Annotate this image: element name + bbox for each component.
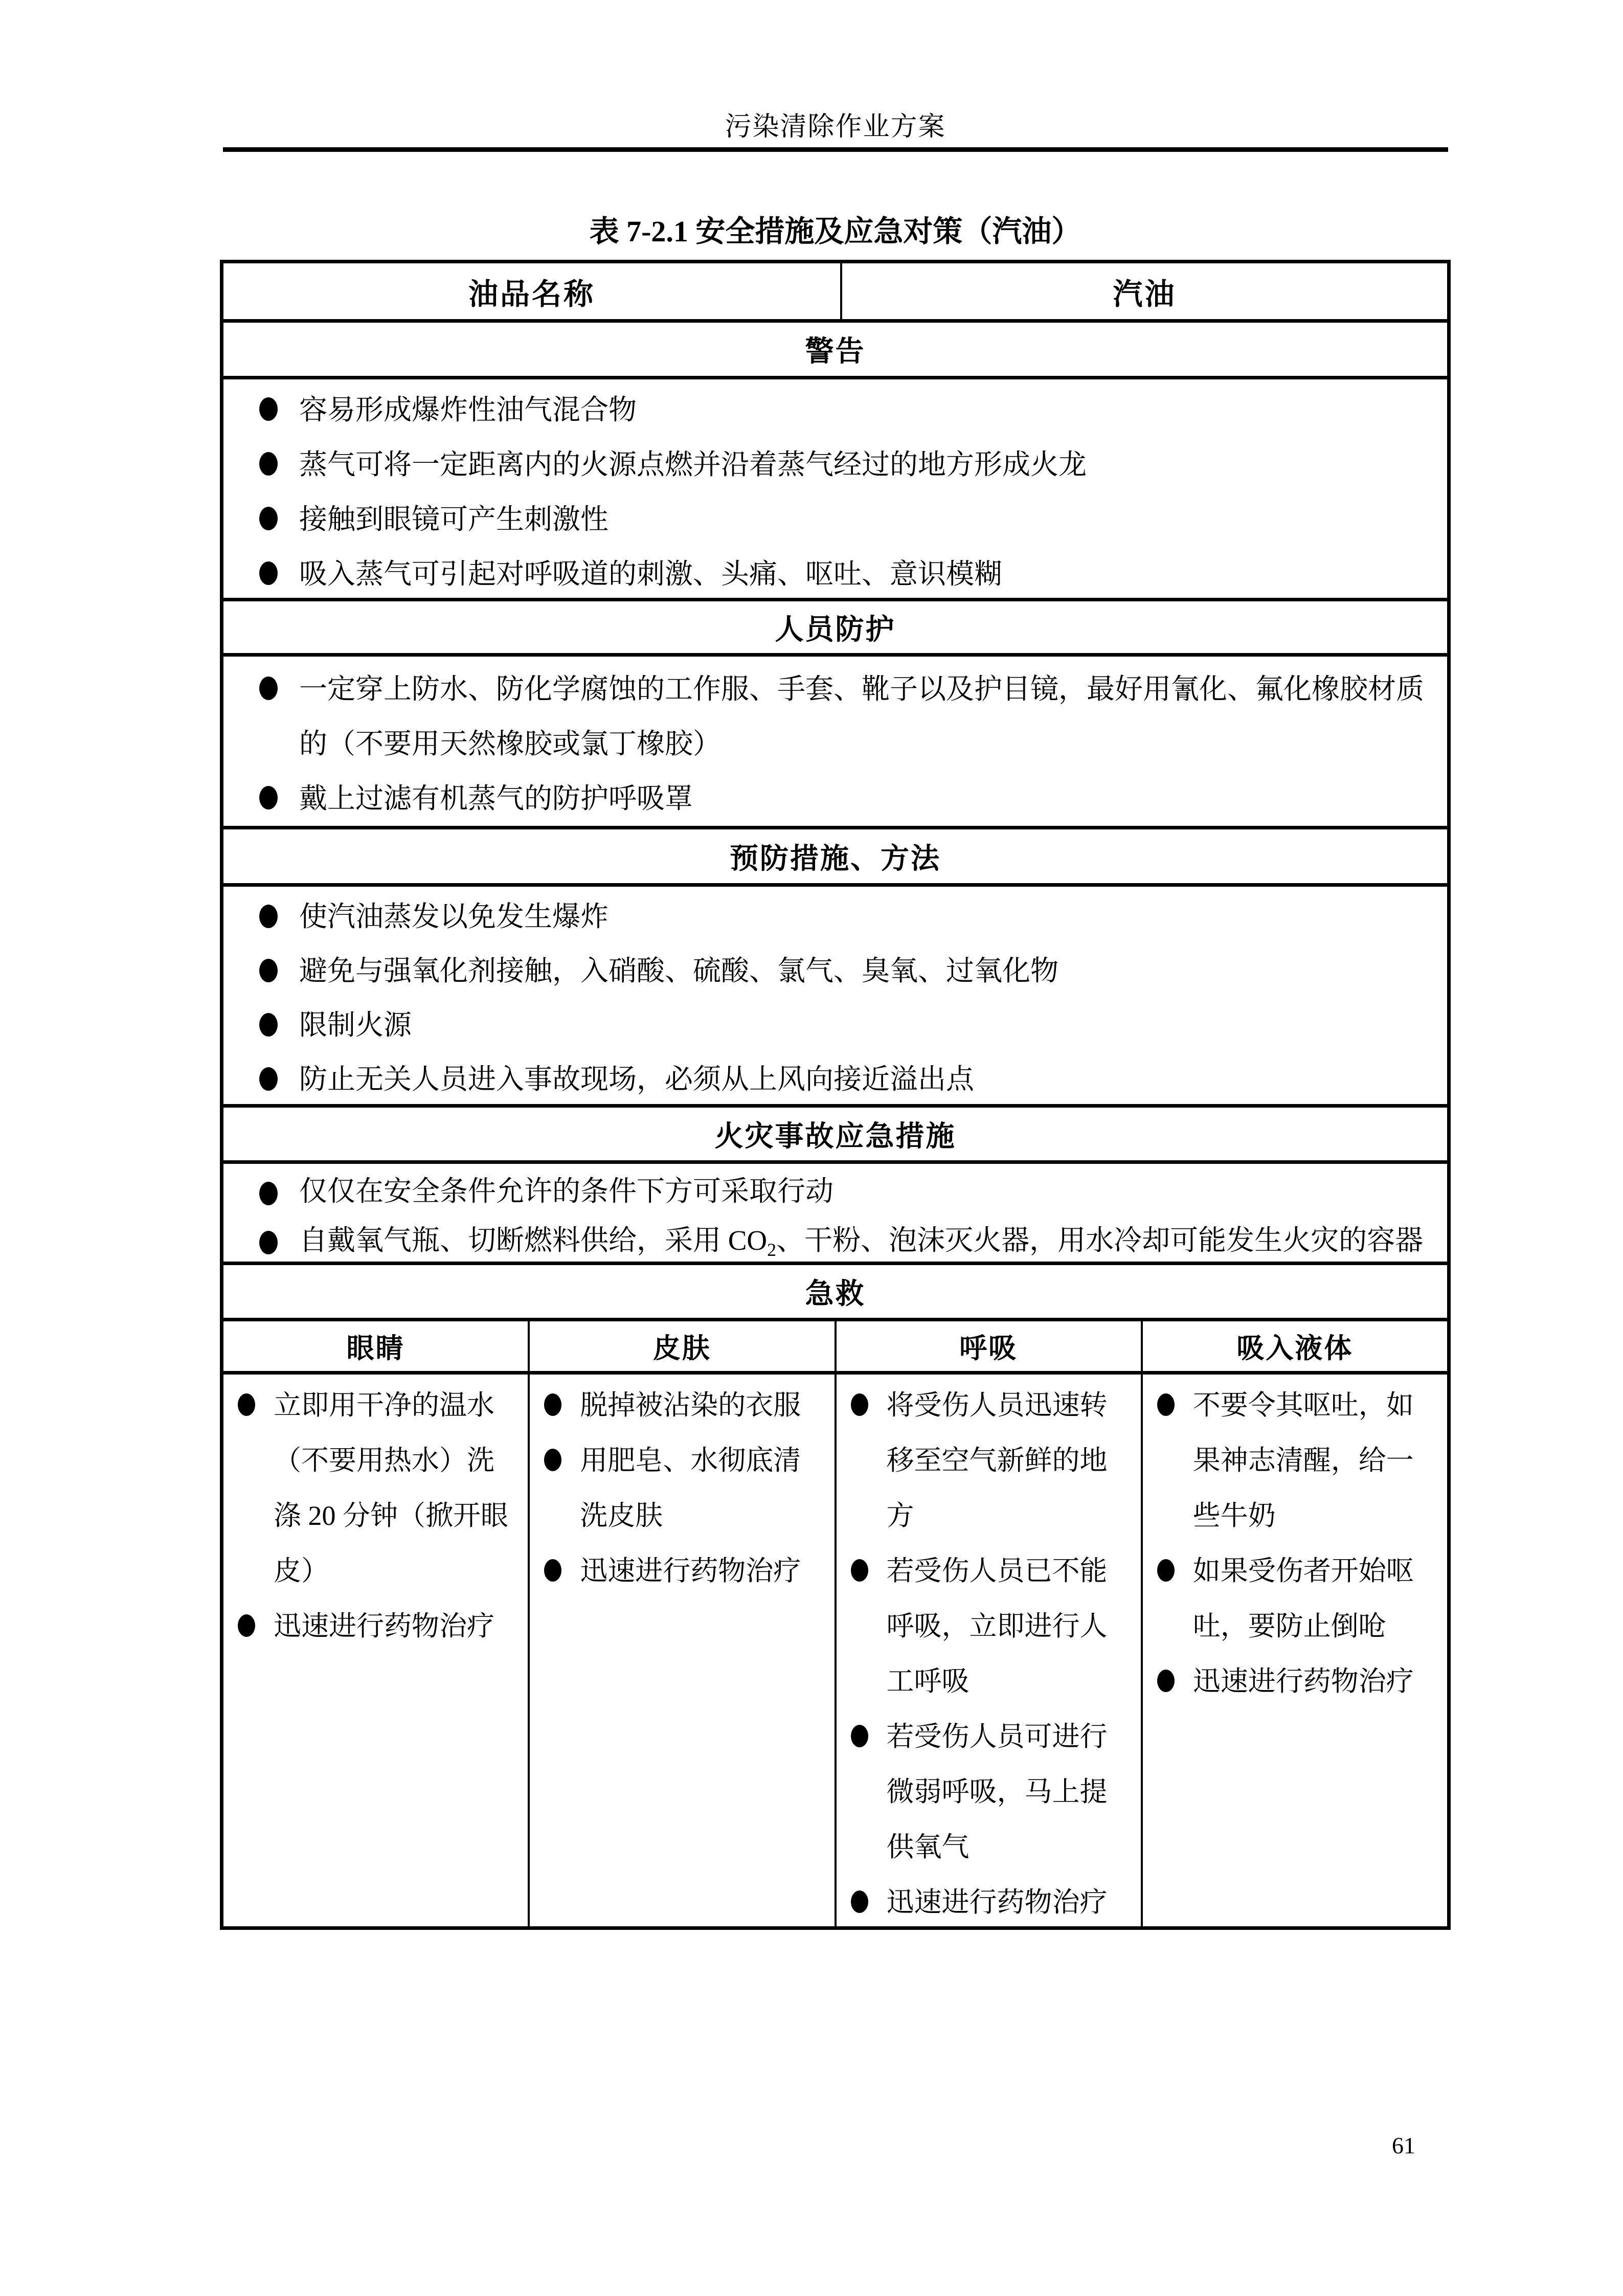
list-item-text: 使汽油蒸发以免发生爆炸: [299, 901, 609, 932]
prevention-list: [223, 883, 1447, 1104]
bullet-icon: [259, 452, 278, 476]
list-item: [259, 382, 1441, 437]
list-item: [259, 890, 1441, 944]
table-row-product: [223, 263, 1447, 319]
list-item-text: 防止无关人员进入事故现场，必须从上风向接近溢出点: [299, 1064, 975, 1095]
list-item: [851, 1709, 1130, 1875]
bullet-icon: [1157, 1670, 1175, 1692]
list-item: [238, 1378, 516, 1599]
list-item: [259, 944, 1441, 998]
bullet-icon: [259, 1013, 278, 1037]
oil-name-header-cell: 油品名称: [468, 277, 596, 311]
bullet-icon: [259, 1182, 278, 1205]
list-item: [851, 1378, 1130, 1543]
list-item-text: 接触到眼镜可产生刺激性: [299, 504, 609, 535]
first-aid-eyes-cell: [223, 1375, 528, 1926]
list-item: [1157, 1378, 1436, 1543]
list-item: [544, 1378, 823, 1433]
list-item: [259, 547, 1441, 601]
section-header-first-aid: 急救: [223, 1262, 1447, 1318]
fire-item-post: 、干粉、泡沫灭火器，用水冷却可能发生火灾的容器: [776, 1225, 1424, 1256]
list-item: [544, 1433, 823, 1543]
bullet-icon: [851, 1559, 868, 1582]
protection-list: [223, 653, 1447, 826]
first-aid-breathing-cell: [835, 1375, 1141, 1926]
bullet-icon: [1157, 1559, 1175, 1582]
bullet-icon: [851, 1890, 868, 1913]
section-header-fire: 火灾事故应急措施: [223, 1104, 1447, 1160]
list-item: [851, 1875, 1130, 1926]
fire-item-pre: 自戴氧气瓶、切断燃料供给，采用 CO: [299, 1225, 768, 1256]
section-header-protection: 人员防护: [223, 598, 1447, 653]
bullet-icon: [544, 1393, 561, 1416]
list-item: [259, 998, 1441, 1052]
bullet-icon: [259, 397, 278, 421]
bullet-icon: [238, 1393, 255, 1416]
bullet-icon: [259, 1067, 278, 1091]
warning-list: [223, 376, 1447, 598]
column-header-breathing: 呼吸: [835, 1321, 1141, 1371]
first-aid-column-content: [223, 1371, 1447, 1926]
list-item-text: 吸入蒸气可引起对呼吸道的刺激、头痛、呕吐、意识模糊: [299, 558, 1003, 590]
list-item: [259, 771, 1441, 826]
list-item-text: 蒸气可将一定距离内的火源点燃并沿着蒸气经过的地方形成火龙: [299, 449, 1087, 480]
bullet-icon: [259, 561, 278, 585]
section-header-warning: 警告: [223, 319, 1447, 376]
list-item: [259, 437, 1441, 492]
document-header-title: 污染清除作业方案: [725, 112, 946, 142]
list-item-text: 将受伤人员迅速转移至空气新鲜的地方: [886, 1390, 1108, 1531]
list-item: [1157, 1654, 1436, 1709]
table-title: 表 7-2.1 安全措施及应急对策（汽油）: [589, 215, 1081, 248]
bullet-icon: [544, 1449, 561, 1471]
bullet-icon: [544, 1559, 561, 1582]
bullet-icon: [238, 1614, 255, 1637]
bullet-icon: [259, 905, 278, 928]
list-item-text: 迅速进行药物治疗: [886, 1887, 1108, 1918]
oil-name-value-cell: 汽油: [840, 263, 1447, 319]
first-aid-column-headers: [223, 1318, 1447, 1371]
list-item-text: 戴上过滤有机蒸气的防护呼吸罩: [299, 783, 693, 814]
column-header-skin: 皮肤: [528, 1321, 834, 1371]
list-item: [1157, 1543, 1436, 1654]
safety-measures-table: [220, 260, 1451, 1930]
list-item-text: 如果受伤者开始呕吐，要防止倒呛: [1192, 1556, 1414, 1641]
list-item-text: 迅速进行药物治疗: [1192, 1666, 1414, 1697]
list-item: [259, 492, 1441, 547]
bullet-icon: [259, 1231, 278, 1254]
bullet-icon: [259, 786, 278, 809]
list-item-text: 仅仅在安全条件允许的条件下方可采取行动: [299, 1176, 834, 1207]
list-item: [238, 1599, 516, 1654]
bullet-icon: [1157, 1393, 1175, 1416]
list-item: [259, 662, 1441, 771]
list-item-text: 不要令其呕吐，如果神志清醒，给一些牛奶: [1192, 1390, 1414, 1531]
column-header-eyes: 眼睛: [346, 1333, 405, 1364]
fire-list: [223, 1160, 1447, 1262]
bullet-icon: [259, 677, 278, 700]
header-rule: [223, 147, 1448, 152]
list-item-text: 避免与强氧化剂接触，入硝酸、硫酸、氯气、臭氧、过氧化物: [299, 955, 1059, 986]
list-item: [259, 1052, 1441, 1107]
first-aid-ingestion-cell: [1141, 1375, 1447, 1926]
list-item-text: 限制火源: [299, 1009, 412, 1041]
list-item-text: 用肥皂、水彻底清洗皮肤: [580, 1445, 801, 1531]
list-item-text: 迅速进行药物治疗: [274, 1611, 494, 1641]
list-item: [544, 1543, 823, 1599]
list-item: [259, 1167, 1441, 1216]
page-number: 61: [1392, 2132, 1415, 2158]
bullet-icon: [259, 507, 278, 530]
co2-subscript: 2: [767, 1240, 777, 1260]
first-aid-skin-cell: [528, 1375, 834, 1926]
list-item-text: 一定穿上防水、防化学腐蚀的工作服、手套、靴子以及护目镜，最好用氰化、氟化橡胶材质的（不要用天然橡胶或氯丁橡胶）: [299, 673, 1425, 759]
list-item-text: 脱掉被沾染的衣服: [580, 1390, 801, 1421]
list-item-text: 容易形成爆炸性油气混合物: [299, 394, 637, 425]
list-item-text: 若受伤人员已不能呼吸，立即进行人工呼吸: [886, 1556, 1108, 1697]
bullet-icon: [259, 959, 278, 982]
bullet-icon: [851, 1725, 868, 1747]
list-item: [851, 1543, 1130, 1709]
list-item-text: 迅速进行药物治疗: [580, 1556, 801, 1586]
list-item-text: 立即用干净的温水（不要用热水）洗涤 20 分钟（掀开眼皮）: [274, 1390, 508, 1586]
column-header-ingestion: 吸入液体: [1141, 1321, 1447, 1371]
section-header-prevention: 预防措施、方法: [223, 826, 1447, 883]
bullet-icon: [851, 1393, 868, 1416]
list-item-text: 若受伤人员可进行微弱呼吸，马上提供氧气: [886, 1721, 1108, 1862]
